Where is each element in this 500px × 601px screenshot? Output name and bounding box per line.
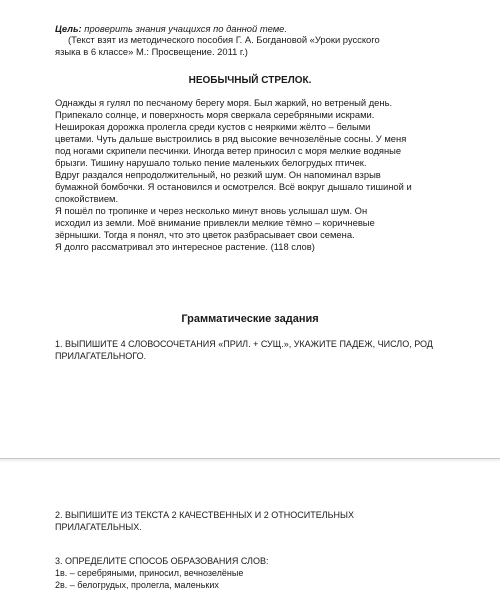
task-3-line: 2в. – белогрудых, пролегла, маленьких	[55, 580, 219, 590]
text-line: исходил из земли. Моё внимание привлекли мелкие тёмно – коричневые	[55, 217, 375, 228]
task-2-line: 2. ВЫПИШИТЕ ИЗ ТЕКСТА 2 КАЧЕСТВЕННЫХ И 2 ОТНОСИТЕЛЬНЫХ	[55, 510, 355, 520]
text-line: цветами. Чуть дальше выстроились в ряд высокие вечнозелёные сосны. У меня	[55, 133, 407, 144]
task-1-line: 1. ВЫПИШИТЕ 4 СЛОВОСОЧЕТАНИЯ «ПРИЛ. + СУЩ.», УКАЖИТЕ ПАДЕЖ, ЧИСЛО, РОД	[55, 339, 433, 349]
text-line: зёрнышки. Тогда я понял, что это цветок разбрасывает свои семена.	[55, 229, 355, 240]
source-line-1: (Текст взят из методического пособия Г. А. Богдановой «Уроки русского	[68, 34, 380, 45]
text-line: Неширокая дорожка пролегла среди кустов с неяркими жёлто – белыми	[55, 121, 371, 132]
text-title: НЕОБЫЧНЫЙ СТРЕЛОК.	[188, 75, 312, 86]
goal-text: проверить знания учащихся по данной теме.	[81, 23, 287, 34]
text-line: Однажды я гулял по песчаному берегу моря. Был жаркий, но ветреный день.	[55, 97, 393, 108]
text-line: Припекало солнце, и поверхность моря сверкала серебряными искрами.	[55, 109, 375, 120]
goal-line	[55, 23, 287, 34]
task-3-line: 1в. – серебряными, приносил, вечнозелёные	[55, 568, 244, 578]
text-line: под ногами скрипели песчинки. Иногда ветер приносил с моря мелкие водяные	[55, 145, 402, 156]
task-3-line: 3. ОПРЕДЕЛИТЕ СПОСОБ ОБРАЗОВАНИЯ СЛОВ:	[55, 556, 269, 566]
page-break-shadow	[0, 459, 500, 463]
text-line: спокойствием.	[55, 193, 119, 204]
tasks-title: Грамматические задания	[181, 313, 319, 325]
text-line: брызги. Тишину нарушало только пение маленьких белогрудых птичек.	[55, 157, 367, 168]
task-2-line: ПРИЛАГАТЕЛЬНЫХ.	[55, 522, 142, 532]
goal-label: Цель:	[55, 23, 82, 34]
text-line: Я пошёл по тропинке и через несколько минут вновь услышал шум. Он	[55, 205, 368, 216]
text-line: бумажной бомбочки. Я остановился и осмотрелся. Всё вокруг дышало тишиной и	[55, 181, 412, 192]
text-line: Я долго рассматривал это интересное растение. (118 слов)	[55, 241, 315, 252]
task-1-line: ПРИЛАГАТЕЛЬНОГО.	[55, 351, 147, 361]
source-line-2: языка в 6 классе» М.: Просвещение. 2011 г.)	[55, 46, 248, 57]
text-line: Вдруг раздался непродолжительный, но резкий шум. Он напоминал взрыв	[55, 169, 381, 180]
